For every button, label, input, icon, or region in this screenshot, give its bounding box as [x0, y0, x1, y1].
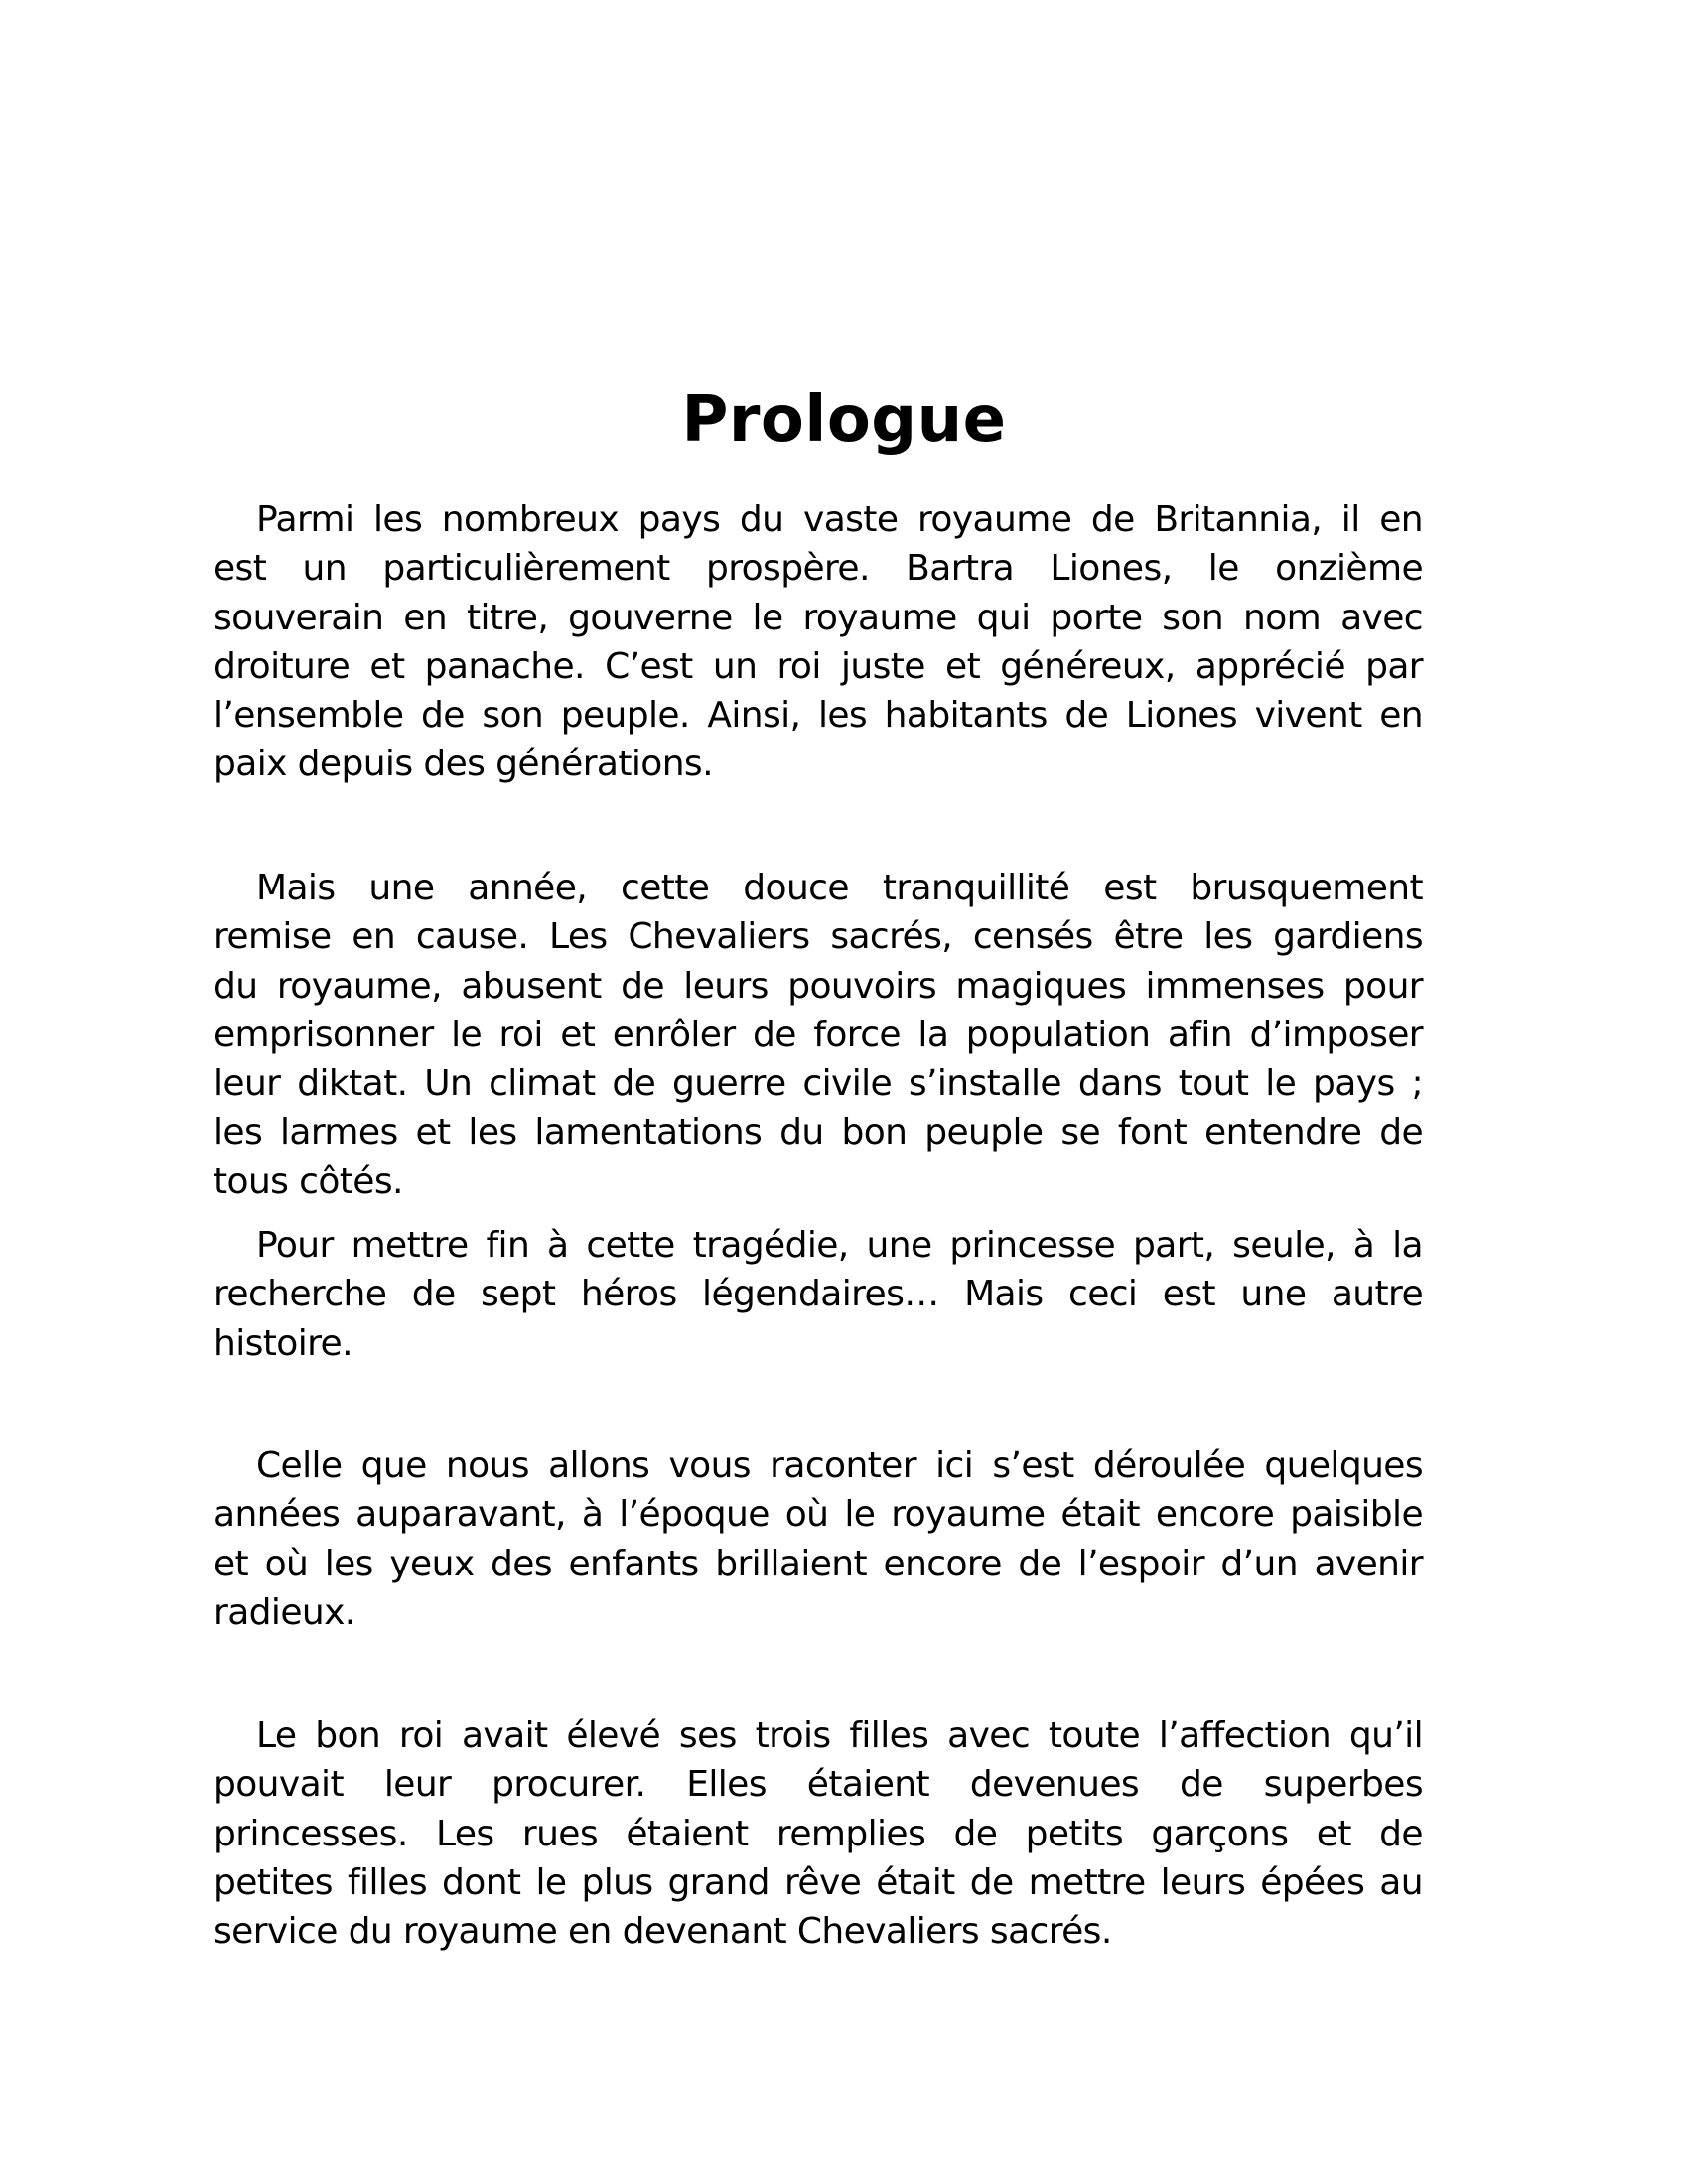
paragraph-line: du royaume, abusent de leurs pouvoirs magiques immenses pour [213, 965, 1423, 1007]
paragraph-line: les larmes et les lamentations du bon peuple se font entendre de [213, 1112, 1423, 1154]
paragraph-line: leur diktat. Un climat de guerre civile s’installe dans tout le pays ; [213, 1063, 1423, 1105]
paragraph-line: années auparavant, à l’époque où le royaume était encore paisible [213, 1494, 1423, 1536]
paragraph-line: l’ensemble de son peuple. Ainsi, les habitants de Liones vivent en [213, 695, 1423, 737]
paragraph-line: et où les yeux des enfants brillaient encore de l’espoir d’un avenir [213, 1543, 1423, 1584]
paragraph-line: droiture et panache. C’est un roi juste et généreux, apprécié par [213, 645, 1423, 687]
paragraph-line: histoire. [213, 1322, 352, 1364]
paragraph-line: remise en cause. Les Chevaliers sacrés, censés être les gardiens [213, 916, 1423, 958]
paragraph-line: est un particulièrement prospère. Bartra Liones, le onzième [213, 548, 1423, 590]
paragraph-line: Mais une année, cette douce tranquillité est brusquement [256, 868, 1423, 908]
paragraph-line: Le bon roi avait élevé ses trois filles avec toute l’affection qu’il [256, 1715, 1423, 1756]
paragraph-line: recherche de sept héros légendaires… Mais ceci est une autre [213, 1274, 1423, 1315]
paragraph-line: souverain en titre, gouverne le royaume qui porte son nom avec [213, 597, 1423, 638]
paragraph-line: princesses. Les rues étaient remplies de petits garçons et de [213, 1813, 1423, 1854]
paragraph-line: emprisonner le roi et enrôler de force la population afin d’imposer [213, 1014, 1423, 1055]
paragraph-line: paix depuis des générations. [213, 744, 713, 785]
paragraph-line: pouvait leur procurer. Elles étaient devenues de superbes [213, 1764, 1423, 1806]
paragraph-line: petites filles dont le plus grand rêve était de mettre leurs épées au [213, 1861, 1423, 1903]
paragraph-line: tous côtés. [213, 1160, 403, 1202]
paragraph [213, 1711, 1423, 1956]
paragraph [213, 864, 1423, 1206]
page-title: Prologue [681, 382, 1007, 457]
paragraph [213, 495, 1423, 789]
paragraph-line: Parmi les nombreux pays du vaste royaume de Britannia, il en [256, 499, 1423, 540]
paragraph-line: Celle que nous allons vous raconter ici s’est déroulée quelques [256, 1445, 1423, 1486]
paragraph-line: Pour mettre fin à cette tragédie, une princesse part, seule, à la [256, 1225, 1423, 1266]
paragraph-line: radieux. [213, 1591, 355, 1633]
paragraph-line: service du royaume en devenant Chevaliers sacrés. [213, 1911, 1112, 1953]
paragraph [213, 1441, 1423, 1637]
paragraph [213, 1221, 1423, 1368]
